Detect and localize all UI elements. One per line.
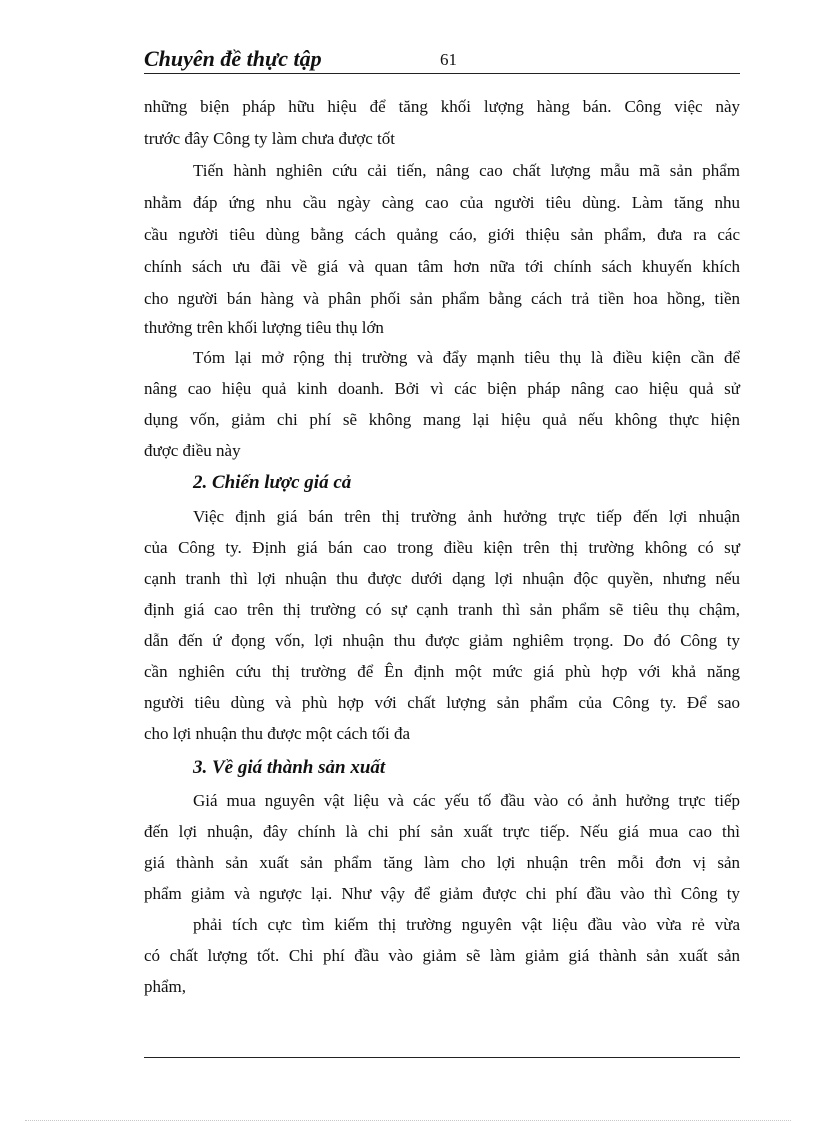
- text-line: cạnh tranh thì lợi nhuận thu được dưới dạng lợi nhuận độc quyền, nhưng nếu: [144, 569, 740, 588]
- text-line: dẫn đến ứ đọng vốn, lợi nhuận thu được giảm nghiêm trọng. Do đó Công ty: [144, 631, 740, 650]
- text-line: phải tích cực tìm kiếm thị trường nguyên vật liệu đầu vào vừa rẻ vừa: [193, 915, 740, 934]
- text-line: cần nghiên cứu thị trường để Ên định một mức giá phù hợp với khả năng: [144, 662, 740, 681]
- text-line: những biện pháp hữu hiệu để tăng khối lượng hàng bán. Công việc này: [144, 97, 740, 116]
- section-heading: 2. Chiến lược giá cả: [193, 472, 352, 493]
- text-line: cho lợi nhuận thu được một cách tối đa: [144, 724, 411, 743]
- text-line: cho người bán hàng và phân phối sản phẩm bằng cách trả tiền hoa hồng, tiền: [144, 289, 740, 308]
- text-line: trước đây Công ty làm chưa được tốt: [144, 129, 395, 148]
- header-rule: [144, 73, 740, 74]
- text-line: được điều này: [144, 441, 241, 460]
- text-line: nâng cao hiệu quả kinh doanh. Bởi vì các biện pháp nâng cao hiệu quả sử: [144, 379, 740, 398]
- page-edge: [25, 1120, 791, 1121]
- footer-rule: [144, 1057, 740, 1058]
- text-line: thưởng trên khối lượng tiêu thụ lớn: [144, 318, 384, 337]
- text-line: phẩm,: [144, 977, 187, 996]
- text-line: người tiêu dùng và phù hợp với chất lượng sản phẩm của Công ty. Để sao: [144, 693, 740, 712]
- text-line: dụng vốn, giảm chi phí sẽ không mang lại hiệu quả nếu không thực hiện: [144, 410, 740, 429]
- header-title: Chuyên đề thực tập: [144, 46, 322, 71]
- text-line: giá thành sản xuất sản phẩm tăng làm cho lợi nhuận trên mỗi đơn vị sản: [144, 853, 740, 872]
- text-line: chính sách ưu đãi về giá và quan tâm hơn nữa tới chính sách khuyến khích: [144, 257, 740, 276]
- text-line: phẩm giảm và ngược lại. Như vậy để giảm được chi phí đầu vào thì Công ty: [144, 884, 740, 903]
- text-line: Tiến hành nghiên cứu cải tiến, nâng cao chất lượng mẫu mã sản phẩm: [193, 161, 740, 180]
- text-line: đến lợi nhuận, đây chính là chi phí sản xuất trực tiếp. Nếu giá mua cao thì: [144, 822, 740, 841]
- page-number: 61: [440, 50, 457, 69]
- text-line: nhằm đáp ứng nhu cầu ngày càng cao của người tiêu dùng. Làm tăng nhu: [144, 193, 740, 212]
- text-line: cầu người tiêu dùng bằng cách quảng cáo, giới thiệu sản phẩm, đưa ra các: [144, 225, 740, 244]
- text-line: Giá mua nguyên vật liệu và các yếu tố đầu vào có ảnh hưởng trực tiếp: [193, 791, 740, 810]
- text-line: Tóm lại mở rộng thị trường và đẩy mạnh tiêu thụ là điều kiện cần để: [193, 348, 740, 367]
- section-heading: 3. Về giá thành sản xuất: [193, 757, 386, 778]
- text-line: có chất lượng tốt. Chi phí đầu vào giảm sẽ làm giảm giá thành sản xuất sản: [144, 946, 740, 965]
- text-line: Việc định giá bán trên thị trường ảnh hưởng trực tiếp đến lợi nhuận: [193, 507, 740, 526]
- text-line: định giá cao trên thị trường có sự cạnh tranh thì sản phẩm sẽ tiêu thụ chậm,: [144, 600, 740, 619]
- text-line: của Công ty. Định giá bán cao trong điều kiện trên thị trường không có sự: [144, 538, 740, 557]
